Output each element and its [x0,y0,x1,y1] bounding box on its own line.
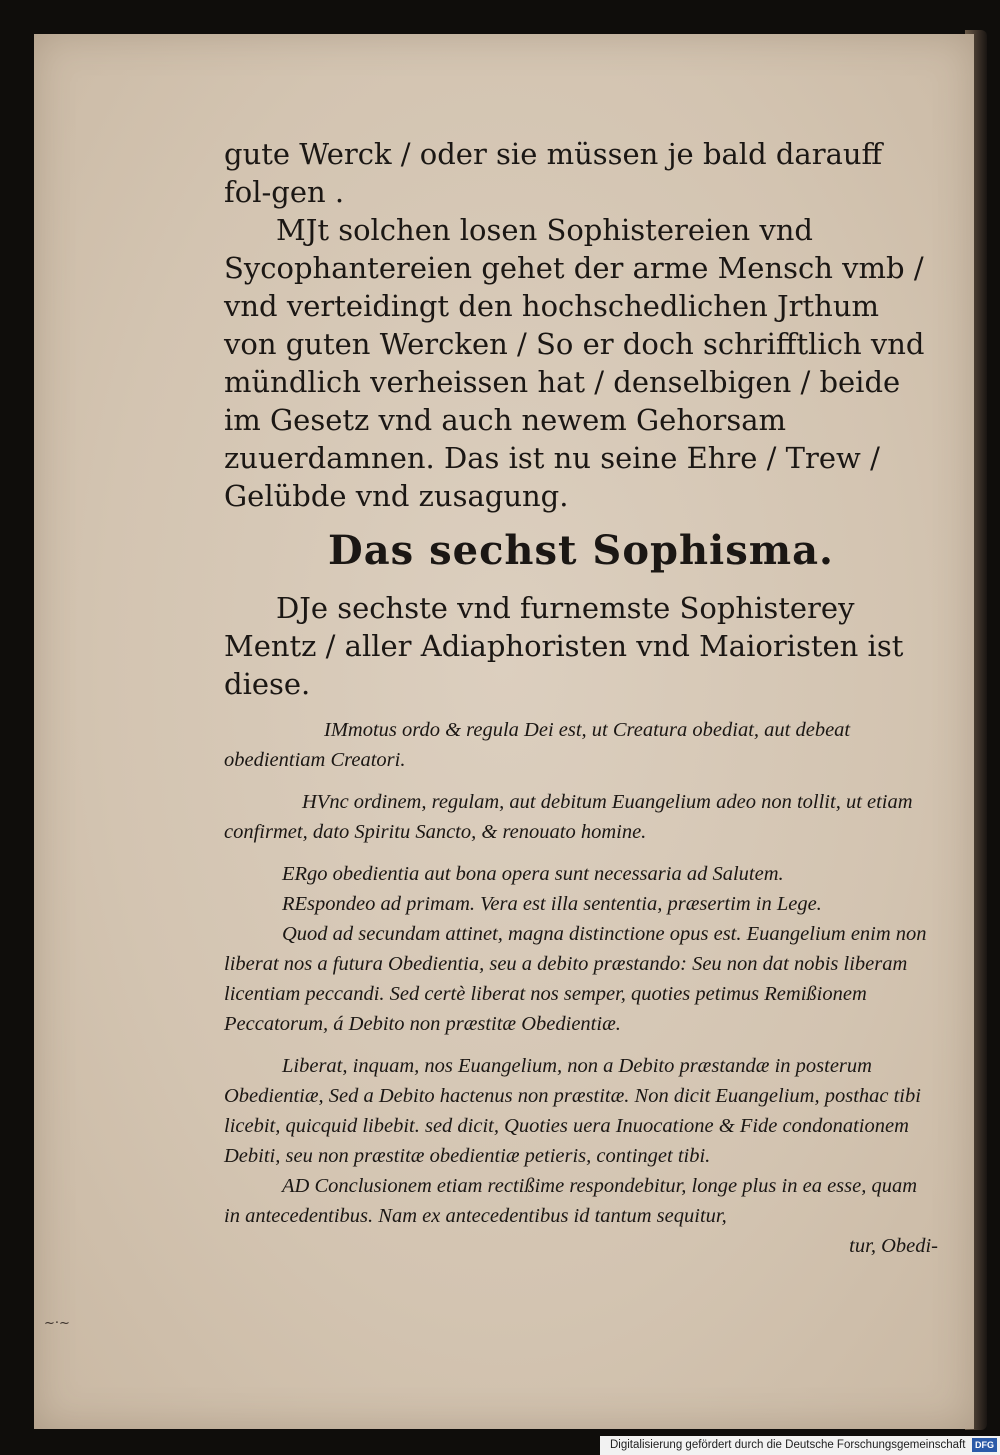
latin-premise-minor: HVnc ordinem, regulam, aut debitum Euangelium adeo non tollit, ut etiam confirmet, dato Spiritu Sancto, & renouato homine. [224,791,913,843]
latin-response-second: Quod ad secundam attinet, magna distinctione opus est. Euangelium enim non liberat nos a futura Obedientia, seu a debito præstando: Seu non dat nobis liberam licentiam peccandi. Sed certè liberat nos semper, quoties petimus Remißionem Peccatorum, á Debito non præstitæ Obedientiæ. [224,923,927,1035]
latin-premise-major: IMmotus ordo & regula Dei est, ut Creatura obediat, aut debeat obedientiam Creatori. [224,719,851,771]
ink-smudge: ~·~ [44,1316,70,1331]
paragraph-continuation: gute Werck / oder sie müssen je bald darauff fol-gen . [224,137,883,209]
latin-conclusion-response: AD Conclusionem etiam rectißime respondebitur, longe plus in ea esse, quam in antecedentibus. Nam ex antecedentibus id tantum sequitur, [224,1175,918,1227]
section-heading: Das sechst Sophisma. [328,527,834,574]
paragraph-intro: DJe sechste vnd furnemste Sophisterey Mentz / aller Adiaphoristen vnd Maioristen ist diese. [224,591,904,701]
latin-liberat-paragraph: Liberat, inquam, nos Euangelium, non a Debito præstandæ in posterum Obedientiæ, Sed a Debito hactenus non præstitæ. Non dicit Euangelium, posthac tibi licebit, quicquid libebit. sed dicit, Quoties uera Inuocatione & Fide condonationem Debiti, seu non præstitæ obedientiæ petieris, continget tibi. [224,1055,921,1167]
catchword: tur, Obedi- [849,1235,938,1257]
footer-text: Digitalisierung gefördert durch die Deutsche Forschungsgemeinschaft [610,1439,966,1451]
footer-bar [600,1436,1000,1455]
latin-conclusion: ERgo obedientia aut bona opera sunt necessaria ad Salutem. [282,863,784,885]
dfg-logo: DFG [972,1438,997,1452]
paragraph-sophistry: MJt solchen losen Sophistereien vnd Sycophantereien gehet der arme Mensch vmb / vnd verteidingt den hochschedlichen Jrthum von guten Wercken / So er doch schrifftlich vnd mündlich verheissen hat / denselbigen / beide im Gesetz vnd auch newem Gehorsam zuuerdamnen. Das ist nu seine Ehre / Trew / Gelübde vnd zusagung. [224,213,925,513]
latin-response-first: REspondeo ad primam. Vera est illa sententia, præsertim in Lege. [282,893,822,915]
page-text [224,135,938,1261]
